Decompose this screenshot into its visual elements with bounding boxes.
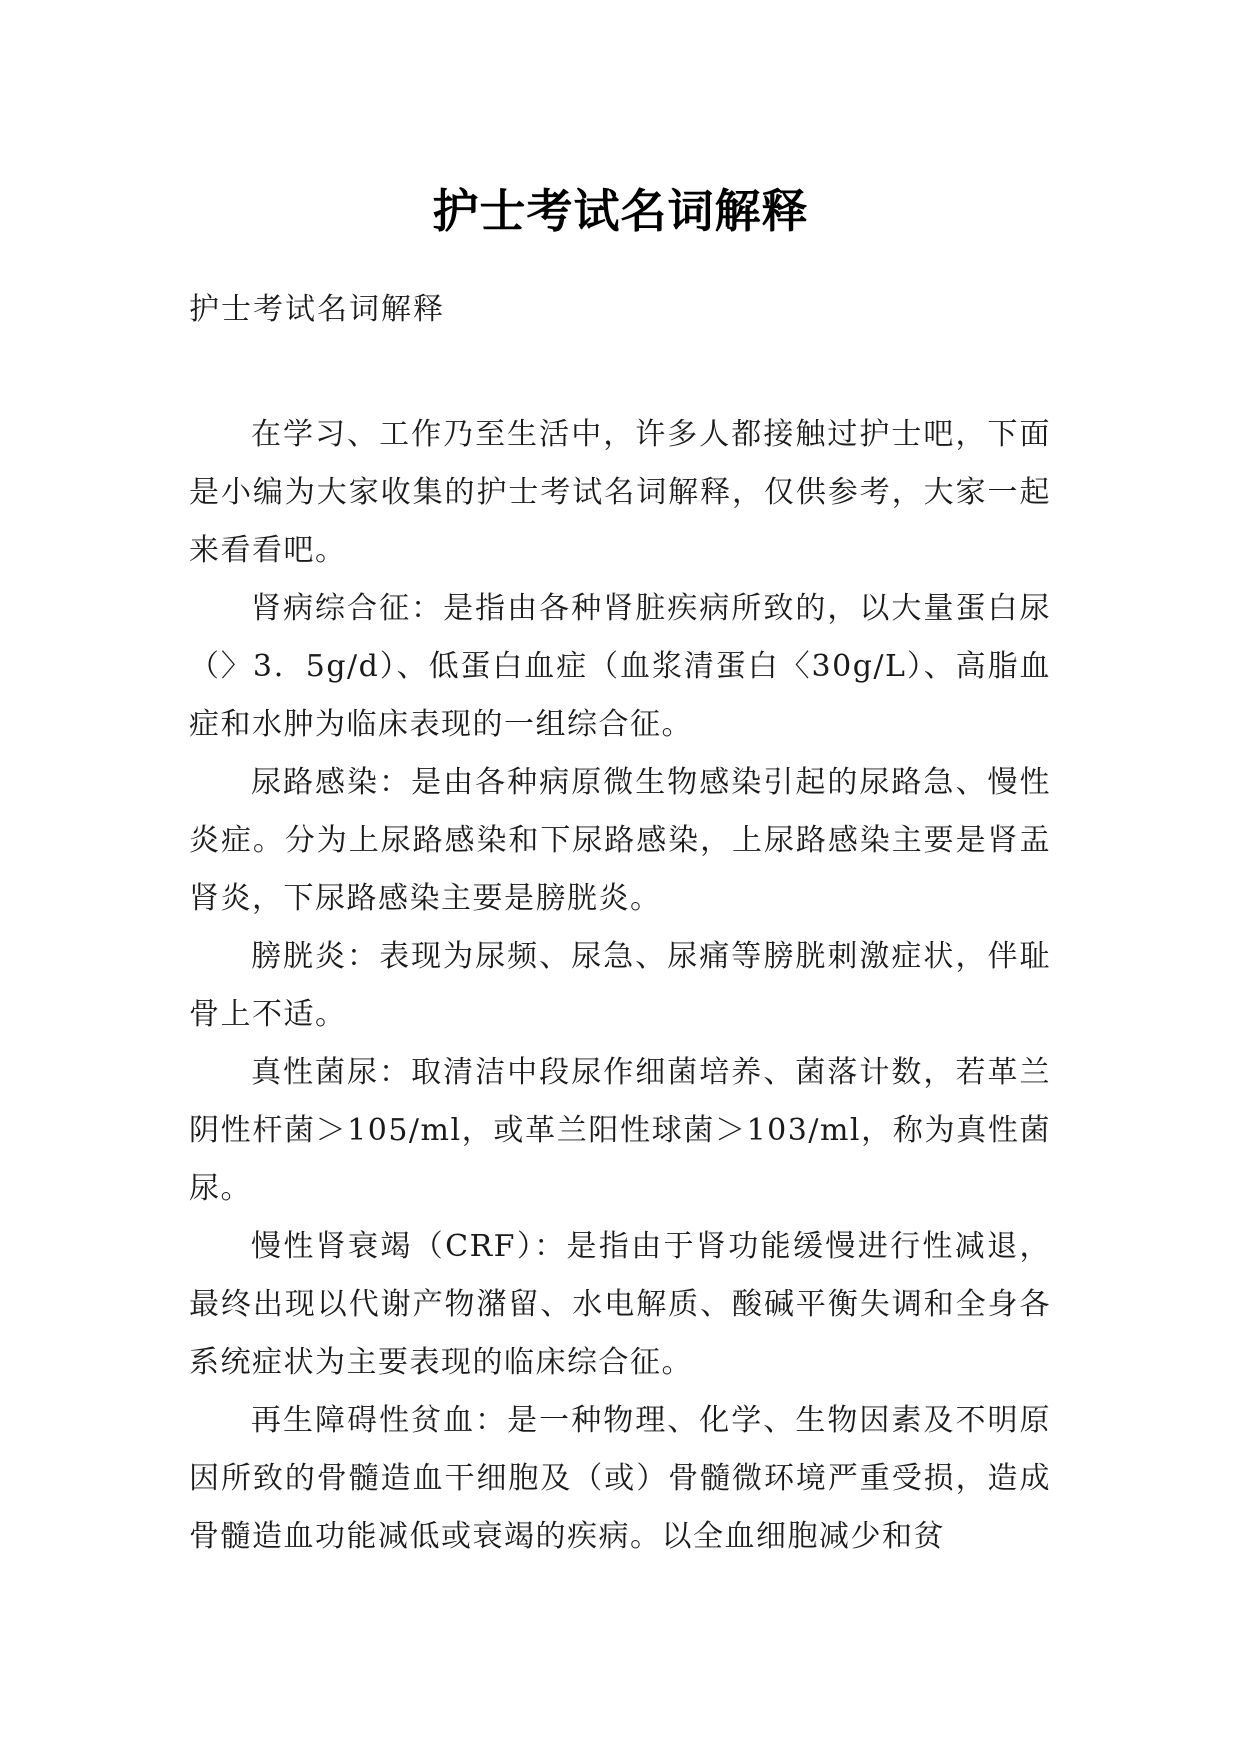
document-subtitle: 护士考试名词解释 bbox=[189, 292, 445, 327]
document-title: 护士考试名词解释 bbox=[432, 183, 809, 238]
paragraph-nephrotic-syndrome: 肾病综合征：是指由各种肾脏疾病所致的，以大量蛋白尿（〉3．5g/d）、低蛋白血症（血浆清蛋白〈30g/L）、高脂血症和水肿为临床表现的一组综合征。 bbox=[189, 591, 1051, 742]
paragraph-aplastic-anemia: 再生障碍性贫血：是一种物理、化学、生物因素及不明原因所致的骨髓造血干细胞及（或）骨髓微环境严重受损，造成骨髓造血功能减低或衰竭的疾病。以全血细胞减少和贫 bbox=[189, 1403, 1051, 1554]
paragraph-true-bacteriuria: 真性菌尿：取清洁中段尿作细菌培养、菌落计数，若革兰阴性杆菌＞105/ml，或革兰阳性球菌＞103/ml，称为真性菌尿。 bbox=[189, 1055, 1051, 1206]
paragraph-urinary-tract-infection: 尿路感染：是由各种病原微生物感染引起的尿路急、慢性炎症。分为上尿路感染和下尿路感染，上尿路感染主要是肾盂肾炎，下尿路感染主要是膀胱炎。 bbox=[189, 765, 1051, 916]
paragraph-chronic-renal-failure: 慢性肾衰竭（CRF）：是指由于肾功能缓慢进行性减退，最终出现以代谢产物潴留、水电解质、酸碱平衡失调和全身各系统症状为主要表现的临床综合征。 bbox=[189, 1229, 1051, 1380]
paragraph-cystitis: 膀胱炎：表现为尿频、尿急、尿痛等膀胱刺激症状，伴耻骨上不适。 bbox=[189, 939, 1051, 1032]
paragraph-intro: 在学习、工作乃至生活中，许多人都接触过护士吧，下面是小编为大家收集的护士考试名词解释，仅供参考，大家一起来看看吧。 bbox=[189, 417, 1051, 568]
document-body bbox=[189, 406, 1051, 1566]
